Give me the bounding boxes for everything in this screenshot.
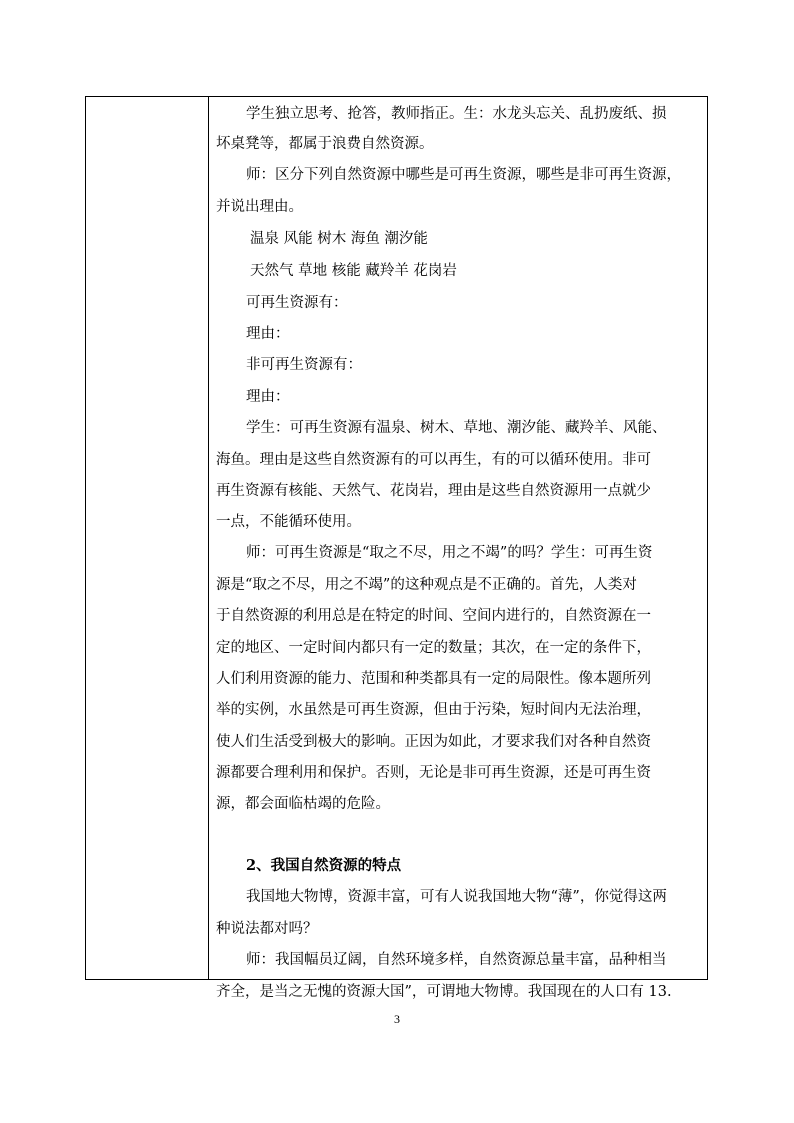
text-line: 海鱼。理由是这些自然资源有的可以再生，有的可以循环使用。非可 — [216, 452, 651, 468]
text-line: 理由： — [246, 326, 290, 342]
text-line: 学生独立思考、抢答，教师指正。生：水龙头忘关、乱扔废纸、损 — [246, 106, 667, 122]
text-line: 源是“取之不尽，用之不竭”的这种观点是不正确的。首先，人类对 — [216, 577, 637, 593]
text-line: 天然气 草地 核能 藏羚羊 花岗岩 — [250, 263, 457, 279]
text-line: 齐全，是当之无愧的资源大国”，可谓地大物博。我国现在的人口有 13. — [216, 984, 672, 1000]
text-line: 可再生资源有： — [246, 295, 348, 311]
text-line: 非可再生资源有： — [246, 357, 362, 373]
lesson-table — [85, 96, 708, 1000]
text-line: 人们利用资源的能力、范围和种类都具有一定的局限性。像本题所列 — [216, 671, 651, 687]
text-line: 源都要合理利用和保护。否则，无论是非可再生资源，还是可再生资 — [216, 765, 651, 781]
text-line: 并说出理由。 — [216, 199, 303, 215]
text-line: 再生资源有核能、天然气、花岗岩，理由是这些自然资源用一点就少 — [216, 483, 651, 499]
text-line: 我国地大物博，资源丰富，可有人说我国地大物“薄”，你觉得这两 — [246, 889, 667, 905]
text-line: 师：区分下列自然资源中哪些是可再生资源，哪些是非可再生资源， — [246, 167, 681, 183]
page-number: 3 — [394, 1012, 400, 1026]
text-line: 一点，不能循环使用。 — [216, 514, 361, 530]
text-line: 源，都会面临枯竭的危险。 — [216, 796, 390, 812]
text-line: 理由： — [246, 389, 290, 405]
text-line: 种说法都对吗？ — [216, 921, 318, 937]
text-line: 学生：可再生资源有温泉、树木、草地、潮汐能、藏羚羊、风能、 — [246, 420, 667, 436]
column-divider — [208, 97, 209, 979]
text-line: 温泉 风能 树木 海鱼 潮汐能 — [250, 231, 428, 247]
text-line: 定的地区、一定时间内都只有一定的数量；其次，在一定的条件下， — [216, 640, 651, 656]
text-line: 坏桌凳等，都属于浪费自然资源。 — [216, 136, 434, 152]
section-heading: 2、我国自然资源的特点 — [246, 857, 402, 874]
text-line: 使人们生活受到极大的影响。正因为如此，才要求我们对各种自然资 — [216, 734, 651, 750]
text-line: 师：可再生资源是“取之不尽，用之不竭”的吗？学生：可再生资 — [246, 545, 653, 561]
text-line: 于自然资源的利用总是在特定的时间、空间内进行的，自然资源在一 — [216, 608, 651, 624]
text-line: 举的实例，水虽然是可再生资源，但由于污染，短时间内无法治理， — [216, 702, 651, 718]
text-line: 师：我国幅员辽阔，自然环境多样，自然资源总量丰富，品种相当 — [246, 952, 667, 968]
